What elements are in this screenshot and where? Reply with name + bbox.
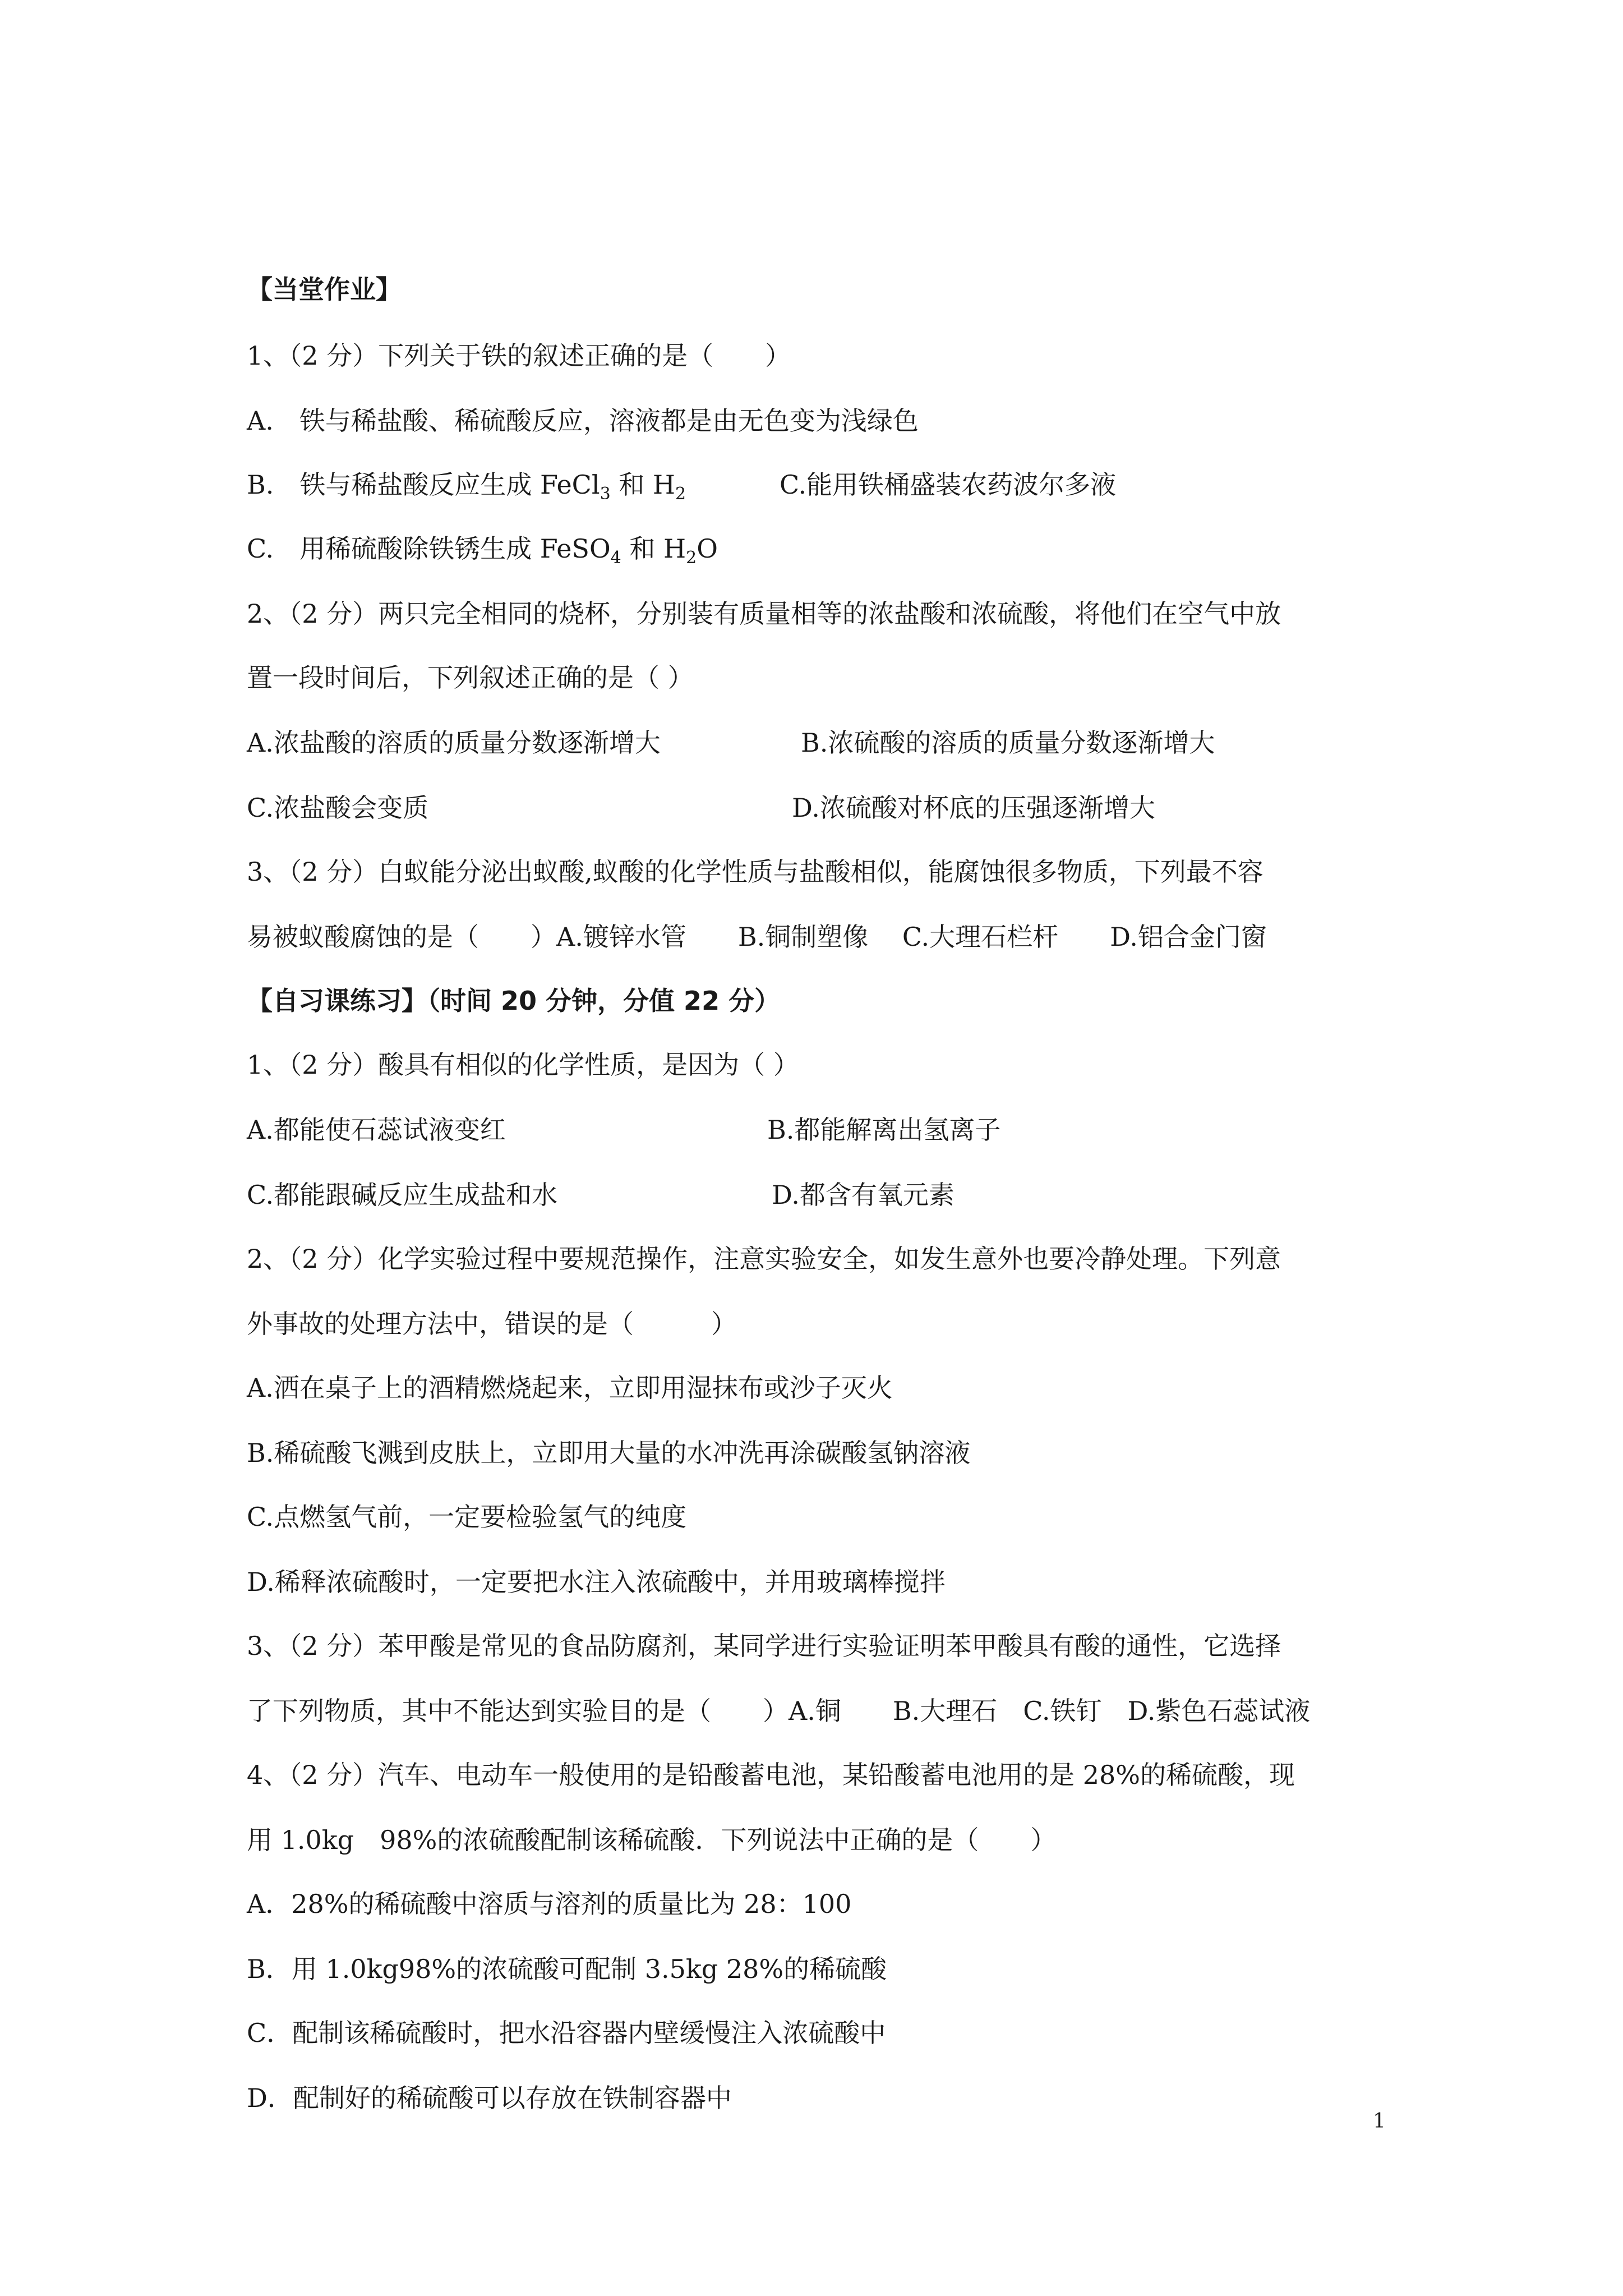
practice-1-option-d: D.都含有氧元素: [772, 1180, 955, 1210]
practice-4-option-b: B．用 1.0kg98%的浓硫酸可配制 3.5kg 28%的稀硫酸: [247, 1954, 887, 1984]
practice-2-line-2: 外事故的处理方法中，错误的是（ ）: [247, 1309, 737, 1339]
page-number: 1: [1373, 2110, 1386, 2133]
question-2-option-d: D.浓硫酸对杯底的压强逐渐增大: [792, 793, 1155, 823]
question-1-stem: 1、（2 分）下列关于铁的叙述正确的是（ ）: [247, 341, 791, 371]
practice-3-line-1: 3、（2 分）苯甲酸是常见的食品防腐剂，某同学进行实验证明苯甲酸具有酸的通性，它选择: [247, 1631, 1281, 1661]
practice-2-line-1: 2、（2 分）化学实验过程中要规范操作，注意实验安全，如发生意外也要冷静处理。下列意: [247, 1244, 1281, 1274]
practice-2-option-c: C.点燃氢气前，一定要检验氢气的纯度: [247, 1502, 687, 1532]
question-1-option-b-line: B. 铁与稀盐酸反应生成 FeCl$_3$ 和 $H_2$: [247, 470, 686, 504]
question-2-option-a: A.浓盐酸的溶质的质量分数逐渐增大: [247, 728, 661, 758]
question-1-option-c-alt: C.能用铁桶盛装农药波尔多液: [780, 470, 1117, 500]
section-heading-classwork: 【当堂作业】: [247, 274, 402, 305]
section-heading-self-study: 【自习课练习】（时间 20 分钟，分值 22 分）: [247, 986, 781, 1016]
question-3-line-1: 3、（2 分）白蚁能分泌出蚁酸,蚁酸的化学性质与盐酸相似，能腐蚀很多物质，下列最不容: [247, 857, 1264, 887]
practice-4-option-a: A．28%的稀硫酸中溶质与溶剂的质量比为 28：100: [247, 1889, 852, 1919]
practice-1-stem: 1、（2 分）酸具有相似的化学性质，是因为（ ）: [247, 1050, 799, 1080]
practice-3-line-2: 了下列物质，其中不能达到实验目的是（ ）A.铜 B.大理石 C.铁钉 D.紫色石蕊试液: [247, 1696, 1311, 1726]
question-2-option-b: B.浓硫酸的溶质的质量分数逐渐增大: [801, 728, 1215, 758]
question-2-line-2: 置一段时间后，下列叙述正确的是（ ）: [247, 662, 694, 693]
question-3-line-2: 易被蚁酸腐蚀的是（ ）A.镀锌水管 B.铜制塑像 C.大理石栏杆 D.铝合金门窗: [247, 922, 1267, 952]
practice-2-option-a: A.洒在桌子上的酒精燃烧起来，立即用湿抹布或沙子灭火: [247, 1373, 893, 1403]
practice-1-option-b: B.都能解离出氢离子: [767, 1115, 1001, 1145]
question-2-line-1: 2、（2 分）两只完全相同的烧杯，分别装有质量相等的浓盐酸和浓硫酸，将他们在空气中放: [247, 599, 1281, 629]
question-1-option-c: C. 用稀硫酸除铁锈生成 FeSO$_4$ 和 $H_2O$: [247, 533, 718, 568]
practice-4-line-2: 用 1.0kg 98%的浓硫酸配制该稀硫酸．下列说法中正确的是（ ）: [247, 1825, 1057, 1855]
question-2-option-c: C.浓盐酸会变质: [247, 793, 429, 823]
practice-1-option-a: A.都能使石蕊试液变红: [247, 1115, 506, 1145]
practice-1-option-c: C.都能跟碱反应生成盐和水: [247, 1180, 558, 1210]
practice-2-option-d: D.稀释浓硫酸时，一定要把水注入浓硫酸中，并用玻璃棒搅拌: [247, 1567, 946, 1597]
practice-4-option-d: D．配制好的稀硫酸可以存放在铁制容器中: [247, 2083, 732, 2113]
practice-2-option-b: B.稀硫酸飞溅到皮肤上，立即用大量的水冲洗再涂碳酸氢钠溶液: [247, 1438, 971, 1468]
practice-4-line-1: 4、（2 分）汽车、电动车一般使用的是铅酸蓄电池，某铅酸蓄电池用的是 28%的稀硫酸，现: [247, 1760, 1295, 1790]
question-1-option-a: A. 铁与稀盐酸、稀硫酸反应，溶液都是由无色变为浅绿色: [247, 406, 919, 436]
practice-4-option-c: C．配制该稀硫酸时，把水沿容器内壁缓慢注入浓硫酸中: [247, 2018, 886, 2048]
